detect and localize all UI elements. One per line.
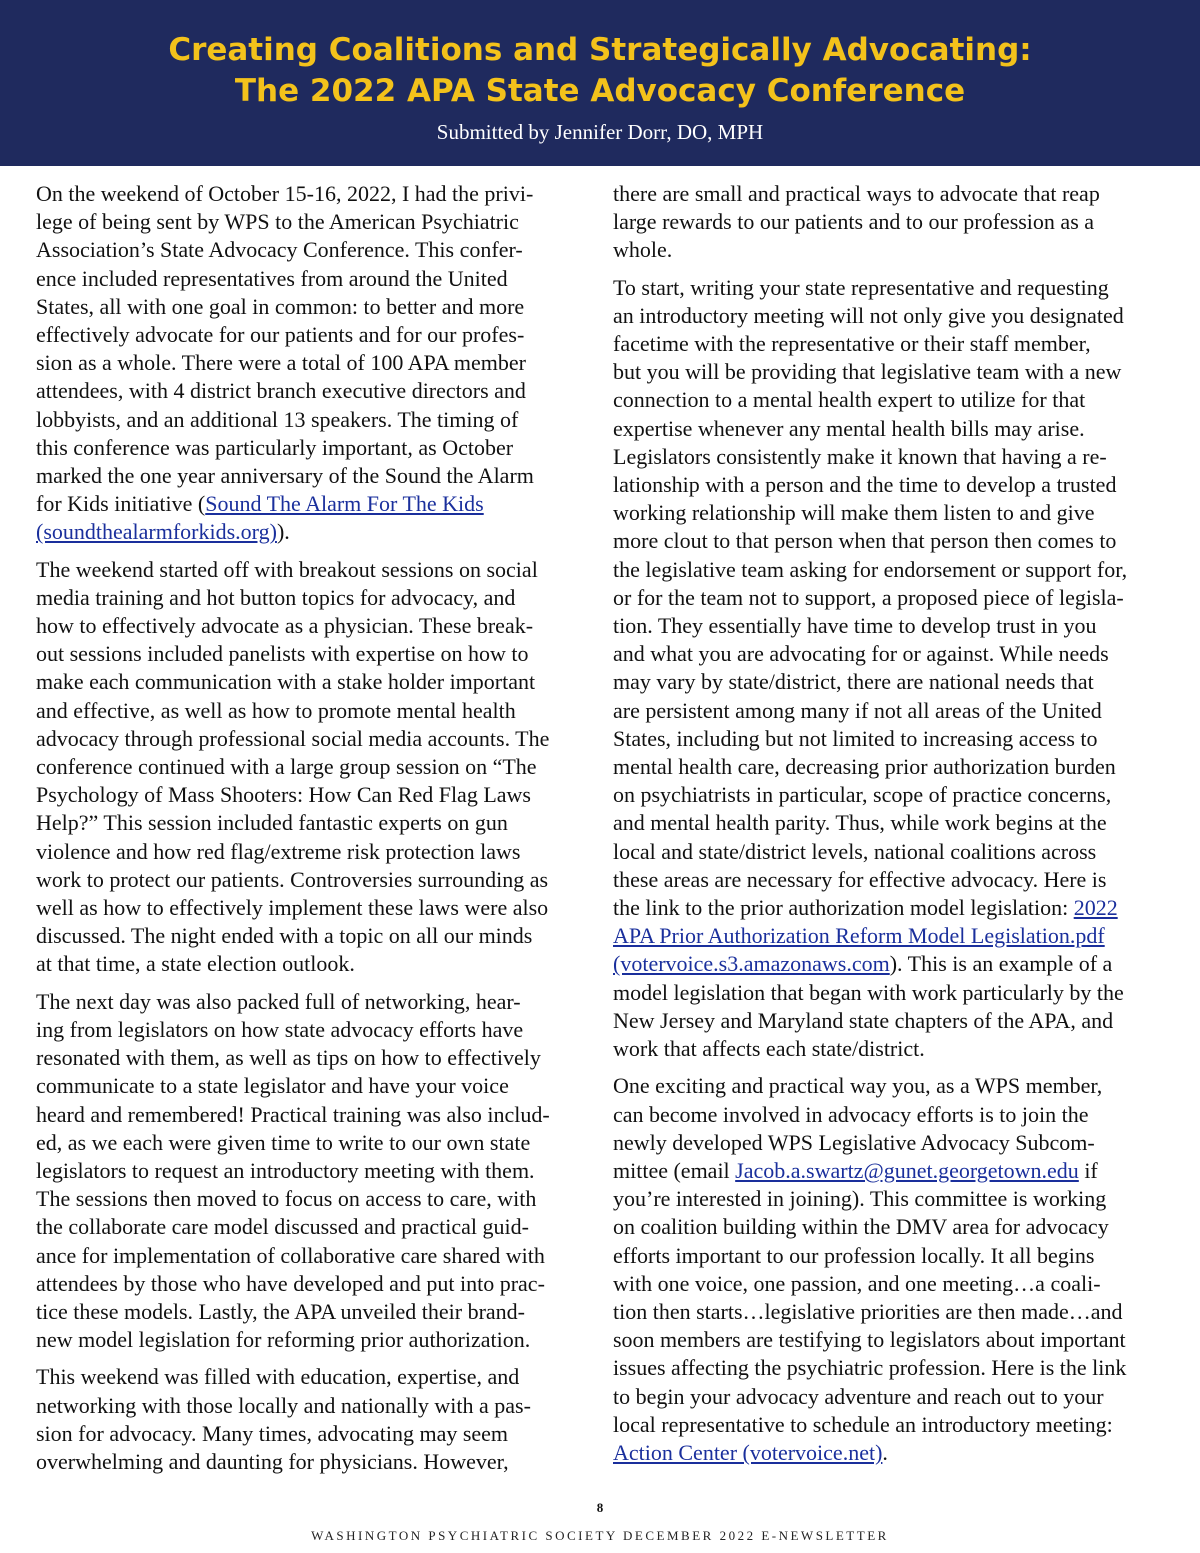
text-line: ed, as we each were given time to write to our own state: [36, 1129, 531, 1155]
text-line: Help?” This session included fantastic experts on gun: [36, 810, 508, 836]
text-line: ing from legislators on how state advocacy efforts have: [36, 1016, 524, 1042]
title-line-2: The 2022 APA State Advocacy Conference: [234, 73, 966, 109]
text-line: Association’s State Advocacy Conference. This confer-: [36, 237, 523, 263]
text-line: tice these models. Lastly, the APA unveiled their brand-: [36, 1298, 525, 1324]
text-line: [36, 490, 592, 518]
text-line: are persistent among many if not all areas of the United: [613, 697, 1102, 723]
left-paragraph-4: [36, 1363, 592, 1476]
text-line: well as how to effectively implement these laws were also: [36, 895, 549, 921]
text-line: States, all with one goal in common: to better and more: [36, 293, 525, 319]
prior-auth-legislation-link[interactable]: 2022: [1073, 895, 1118, 921]
text-line: lationship with a person and the time to develop a trusted: [613, 472, 1117, 498]
text-line: attendees, with 4 district branch executive directors and: [36, 378, 526, 404]
text-line: This weekend was filled with education, expertise, and: [36, 1364, 520, 1390]
title-line-1: Creating Coalitions and Strategically Advocating:: [168, 32, 1032, 68]
text-line: there are small and practical ways to advocate that reap: [613, 181, 1100, 206]
text-line: facetime with the representative or their staff member,: [613, 331, 1091, 357]
text-line: ence included representatives from around the United: [36, 265, 508, 291]
text-line: large rewards to our patients and to our profession as a: [613, 209, 1095, 235]
text-line: an introductory meeting will not only give you designated: [613, 302, 1124, 328]
text-line: this conference was particularly important, as October: [36, 434, 514, 460]
text-fragment: ). This is an example of a: [889, 951, 1113, 977]
text-line: and what you are advocating for or against. While needs: [613, 641, 1109, 667]
sound-the-alarm-link[interactable]: Sound The Alarm For The Kids: [205, 491, 484, 517]
text-line: The sessions then moved to focus on access to care, with: [36, 1186, 537, 1212]
text-fragment: ).: [276, 519, 290, 545]
text-line: overwhelming and daunting for physicians. However,: [36, 1448, 509, 1474]
text-line: whole.: [613, 237, 673, 263]
publication-footer: WASHINGTON PSYCHIATRIC SOCIETY DECEMBER 2022 E-NEWSLETTER: [311, 1528, 889, 1543]
text-line: media training and hot button topics for advocacy, and: [36, 584, 516, 610]
article-title: [0, 30, 1200, 112]
email-link[interactable]: Jacob.a.swartz@gunet.georgetown.edu: [735, 1157, 1079, 1183]
text-line: the collaborate care model discussed and practical guid-: [36, 1214, 529, 1240]
text-line: On the weekend of October 15-16, 2022, I had the privi-: [36, 181, 534, 206]
text-line: effectively advocate for our patients and for our profes-: [36, 322, 525, 348]
text-line: Legislators consistently make it known that having a re-: [613, 443, 1107, 469]
text-line: out sessions included panelists with expertise on how to: [36, 641, 529, 667]
left-paragraph-2: [36, 556, 592, 979]
text-line: work to protect our patients. Controversies surrounding as: [36, 866, 549, 892]
text-line: sion as a whole. There were a total of 100 APA member: [36, 350, 527, 376]
text-line: make each communication with a stake holder important: [36, 669, 536, 695]
text-line: [613, 922, 1169, 950]
action-center-link[interactable]: Action Center (votervoice.net): [613, 1439, 883, 1465]
prior-auth-legislation-link-url[interactable]: (votervoice.s3.amazonaws.com: [613, 951, 890, 977]
text-line: The next day was also packed full of networking, hear-: [36, 988, 521, 1014]
text-line: or for the team not to support, a proposed piece of legisla-: [613, 584, 1124, 610]
text-line: [613, 950, 1169, 978]
text-line: issues affecting the psychiatric profession. Here is the link: [613, 1355, 1127, 1381]
text-line: mental health care, decreasing prior authorization burden: [613, 754, 1116, 780]
text-line: but you will be providing that legislative team with a new: [613, 359, 1122, 385]
text-line: One exciting and practical way you, as a WPS member,: [613, 1073, 1103, 1099]
text-line: on coalition building within the DMV area for advocacy: [613, 1214, 1109, 1240]
text-line: [36, 518, 592, 546]
text-line: you’re interested in joining). This committee is working: [613, 1186, 1107, 1212]
text-line: these areas are necessary for effective advocacy. Here is: [613, 866, 1107, 892]
text-line: [613, 1439, 1169, 1467]
text-line: conference continued with a large group session on “The: [36, 754, 537, 780]
text-line: attendees by those who have developed and put into prac-: [36, 1270, 545, 1296]
right-column: [613, 180, 1169, 1476]
text-line: more clout to that person when that person then comes to: [613, 528, 1117, 554]
text-line: New Jersey and Maryland state chapters of the APA, and: [613, 1007, 1114, 1033]
text-line: working relationship will make them listen to and give: [613, 500, 1095, 526]
text-line: can become involved in advocacy efforts is to join the: [613, 1101, 1089, 1127]
text-line: States, including but not limited to increasing access to: [613, 725, 1098, 751]
text-line: newly developed WPS Legislative Advocacy Subcom-: [613, 1129, 1095, 1155]
text-line: sion for advocacy. Many times, advocating may seem: [36, 1420, 509, 1446]
left-column: [36, 180, 592, 1485]
article-banner: [0, 0, 1200, 166]
text-line: and effective, as well as how to promote mental health: [36, 697, 516, 723]
text-line: with one voice, one passion, and one meeting…a coali-: [613, 1270, 1101, 1296]
text-line: heard and remembered! Practical training was also includ-: [36, 1101, 550, 1127]
text-line: discussed. The night ended with a topic on all our minds: [36, 923, 533, 949]
text-line: how to effectively advocate as a physician. These break-: [36, 613, 534, 639]
text-line: local and state/district levels, national coalitions across: [613, 838, 1097, 864]
text-line: legislators to request an introductory meeting with them.: [36, 1157, 535, 1183]
right-paragraph-3: [613, 1072, 1169, 1467]
text-line: model legislation that began with work particularly by the: [613, 979, 1124, 1005]
text-line: To start, writing your state representative and requesting: [613, 274, 1109, 300]
text-line: lege of being sent by WPS to the American Psychiatric: [36, 209, 519, 235]
text-line: ance for implementation of collaborative care shared with: [36, 1242, 545, 1268]
text-line: tion. They essentially have time to develop trust in you: [613, 613, 1097, 639]
text-line: efforts important to our profession locally. It all begins: [613, 1242, 1095, 1268]
text-line: the legislative team asking for endorsement or support for,: [613, 556, 1128, 582]
text-fragment: for Kids initiative (: [36, 491, 206, 517]
text-fragment: mittee (email: [613, 1157, 736, 1183]
text-line: may vary by state/district, there are national needs that: [613, 669, 1094, 695]
left-paragraph-3: [36, 988, 592, 1355]
text-line: networking with those locally and nationally with a pas-: [36, 1392, 531, 1418]
text-line: tion then starts…legislative priorities are then made…and: [613, 1298, 1123, 1324]
text-fragment: .: [882, 1439, 888, 1465]
text-line: violence and how red flag/extreme risk protection laws: [36, 838, 521, 864]
text-line: The weekend started off with breakout sessions on social: [36, 556, 538, 582]
text-line: advocacy through professional social media accounts. The: [36, 725, 550, 751]
left-paragraph-1: [36, 180, 592, 547]
page-number: 8: [596, 1500, 604, 1515]
right-paragraph-1: [613, 180, 1169, 265]
right-paragraph-2: [613, 274, 1169, 1064]
text-line: expertise whenever any mental health bills may arise.: [613, 415, 1085, 441]
text-line: [613, 894, 1169, 922]
text-line: at that time, a state election outlook.: [36, 951, 355, 977]
text-line: connection to a mental health expert to utilize for that: [613, 387, 1086, 413]
text-line: communicate to a state legislator and have your voice: [36, 1073, 509, 1099]
text-line: work that affects each state/district.: [613, 1036, 925, 1062]
author-byline: Submitted by Jennifer Dorr, DO, MPH: [436, 120, 764, 144]
text-line: lobbyists, and an additional 13 speakers. The timing of: [36, 406, 519, 432]
prior-auth-legislation-link-title[interactable]: APA Prior Authorization Reform Model Legislation.pdf: [613, 923, 1105, 949]
text-line: to begin your advocacy adventure and reach out to your: [613, 1383, 1104, 1409]
text-line: marked the one year anniversary of the Sound the Alarm: [36, 463, 534, 489]
text-fragment: the link to the prior authorization model legislation:: [613, 895, 1074, 921]
text-line: and mental health parity. Thus, while work begins at the: [613, 810, 1107, 836]
text-line: on psychiatrists in particular, scope of practice concerns,: [613, 782, 1112, 808]
text-fragment: if: [1078, 1157, 1098, 1183]
sound-the-alarm-link-url[interactable]: (soundthealarmforkids.org): [36, 519, 277, 545]
text-line: soon members are testifying to legislators about important: [613, 1327, 1126, 1353]
text-line: local representative to schedule an introductory meeting:: [613, 1411, 1113, 1437]
text-line: Psychology of Mass Shooters: How Can Red Flag Laws: [36, 782, 531, 808]
text-line: resonated with them, as well as tips on how to effectively: [36, 1045, 541, 1071]
text-line: new model legislation for reforming prior authorization.: [36, 1327, 531, 1353]
text-line: [613, 1157, 1169, 1185]
